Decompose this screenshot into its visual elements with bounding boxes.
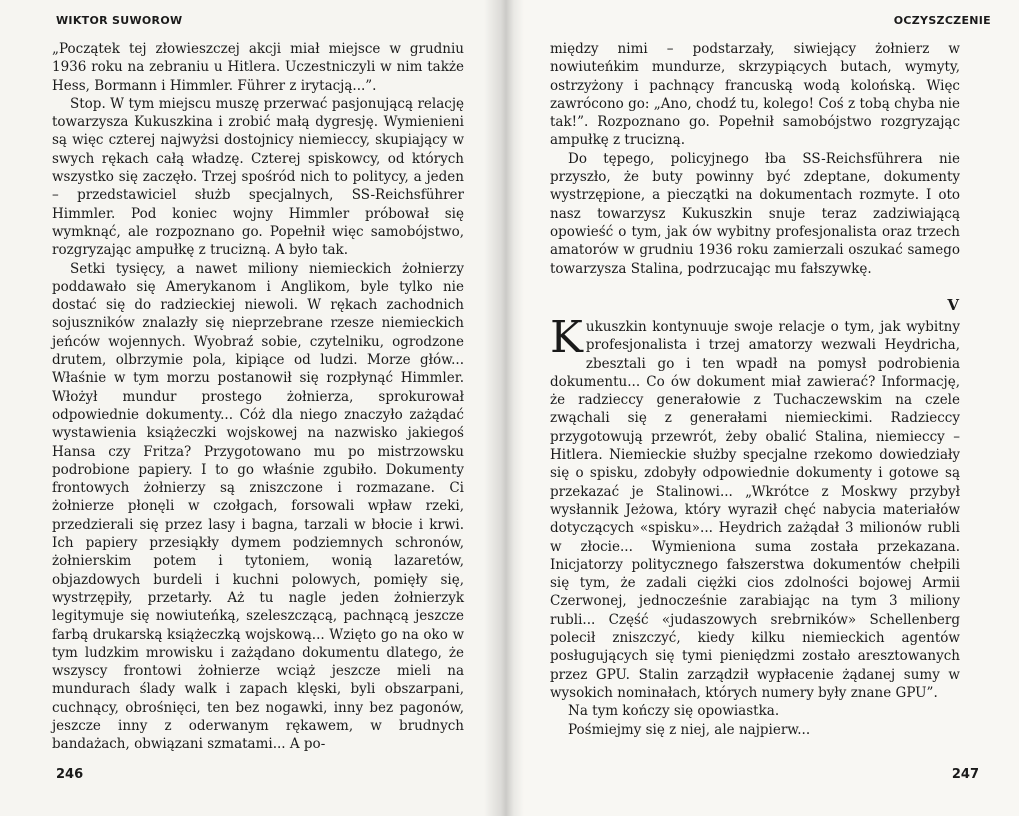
running-header-right: OCZYSZCZENIE	[893, 14, 991, 27]
running-header-left: WIKTOR SUWOROW	[56, 14, 183, 27]
paragraph	[550, 312, 960, 702]
left-page	[0, 0, 500, 816]
paragraph: Setki tysięcy, a nawet miliony niemieckich żołnierzy poddawało się Amerykanom i Anglikom, byle tylko nie dostać się do radzieckiej niewoli. W rękach zachodnich sojuszników znalazły się nieprzebrane rzesze niemieckich jeńców wojennych. Wyobraź sobie, czytelniku, ogrodzone drutem, olbrzymie pola, kipiące od ludzi. Morze głów... Właśnie w tym morzu postanowił się rozpłynąć Himmler. Włożył mundur prostego żołnierza, sprokurował odpowiednie dokumenty... Cóż dla niego znaczyło zażądać wystawienia książeczki wojskowej na nazwisko jakiegoś Hansa czy Fritza? Przygotowano mu po mistrzowsku podrobione papiery. I to go właśnie zgubiło. Dokumenty frontowych żołnierzy są zniszczone i rozmazane. Ci żołnierze płonęli w czołgach, forsowali wpław rzeki, przedzierali się przez lasy i bagna, tarzali w błocie i krwi. Ich papiery przesiąkły dymem podziemnych schronów, żołnierskim potem i tytoniem, wonią lazaretów, objazdowych burdeli i kuchni polowych, pomięły się, wystrzępiły, przetarły. Aż tu nagle jeden żołnierzyk legitymuje się nowiuteńką, szeleszczącą, pachnącą jeszcze farbą drukarską książeczką wojskową... Wzięto go na oko w tym ludzkim mrowisku i zażądano dokumentu dlatego, że wszyscy frontowi żołnierze wciąż jeszcze mieli na mundurach ślady walk i zapach klęski, byli obszarpani, cuchnący, obrośnięci, ten bez nogawki, inny bez pagonów, jeszcze inny z oderwanym rękawem, w brudnych bandażach, obwiązani szmatami... A po-	[52, 260, 464, 753]
paragraph: Pośmiejmy się z niej, ale najpierw...	[568, 721, 811, 738]
paragraph: Do tępego, policyjnego łba SS-Reichsführera nie przyszło, że buty powinny być zdeptane, dokumenty wystrzępione, a pieczątki na dokumentach rozmyte. I oto nasz towarzysz Kukuszkin snuje teraz zadziwiającą opowieść o tym, jak ów wybitny profesjonalista oraz trzech amatorów w grudniu 1936 roku zamierzali oszukać samego towarzysza Stalina, podrzucając mu fałszywkę.	[550, 150, 960, 277]
right-page	[500, 0, 1019, 816]
page-number-left: 246	[56, 767, 84, 782]
paragraph: Stop. W tym miejscu muszę przerwać pasjonującą relację towarzysza Kukuszkina i zrobić małą dygresję. Wymienieni są więc czterej najwyżsi dostojnicy niemieccy, skupiający w swych rękach całą władzę. Czterej spiskowcy, od których wszystko się zaczęło. Trzej spośród nich to politycy, a jeden – przedstawiciel służb specjalnych, SS-Reichsführer Himmler. Pod koniec wojny Himmler próbował się wymknąć, ale rozpoznano go. Popełnił więc samobójstwo, rozgryzając ampułkę z trucizną. A było tak.	[52, 95, 464, 259]
drop-cap: K	[550, 312, 583, 363]
page-number-right: 247	[951, 767, 979, 782]
paragraph: „Początek tej złowieszczej akcji miał miejsce w grudniu 1936 roku na zebraniu u Hitlera. Uczestniczyli w nim także Hess, Bormann i Himmler. Führer z irytacją...”.	[52, 41, 464, 94]
paragraph-text: ukuszkin kontynuuje swoje relacje o tym, jak wybitny profesjonalista i trzej amatorzy wezwali Heydricha, zbesztali go i ten wpadł na pomysł podrobienia dokumentu... Co ów dokument miał zawierać? Informację, że radzieccy generałowie z Tuchaczewskim na czele zwąchali się z generałami niemieckimi. Radzieccy przygotowują przewrót, żeby obalić Stalina, niemieccy – Hitlera. Niemieckie służby specjalne rzekomo dowiedziały się o spisku, zdobyły odpowiednie dokumenty i gotowe są przekazać je Stalinowi... „Wkrótce z Moskwy przybył wysłannik Jeżowa, który wyraził chęć nabycia materiałów dotyczących «spisku»... Heydrich zażądał 3 milionów rubli w złocie... Wymieniona suma została przekazana. Inicjatorzy politycznego fałszerstwa dokumentów chełpili się tym, że zadali ciężki cios zdolności bojowej Armii Czerwonej, jednocześnie zarabiając na tym 3 miliony rubli... Część «judaszowych srebrników» Schellenberg polecił zniszczyć, kiedy kilku niemieckich agentów posługujących się tymi pieniędzmi zostało aresztowanych przez GPU. Stalin zarządził wypłacenie żądanej sumy w wysokich nominałach, których numery były znane GPU”.	[550, 319, 960, 701]
right-page-body	[550, 40, 960, 278]
section-number: V	[947, 296, 959, 314]
paragraph: Na tym kończy się opowiastka.	[568, 703, 780, 720]
paragraph: między nimi – podstarzały, siwiejący żołnierz w nowiuteńkim mundurze, skrzypiących butach, wymyty, ostrzyżony i pachnący francuską wodą kolońską. Więc zawrócono go: „Ano, chodź tu, kolego! Coś z tobą chyba nie tak!”. Rozpoznano go. Popełnił samobójstwo rozgryzając ampułkę z trucizną.	[550, 41, 960, 149]
left-page-body	[52, 40, 464, 754]
chapter-section	[550, 312, 960, 739]
